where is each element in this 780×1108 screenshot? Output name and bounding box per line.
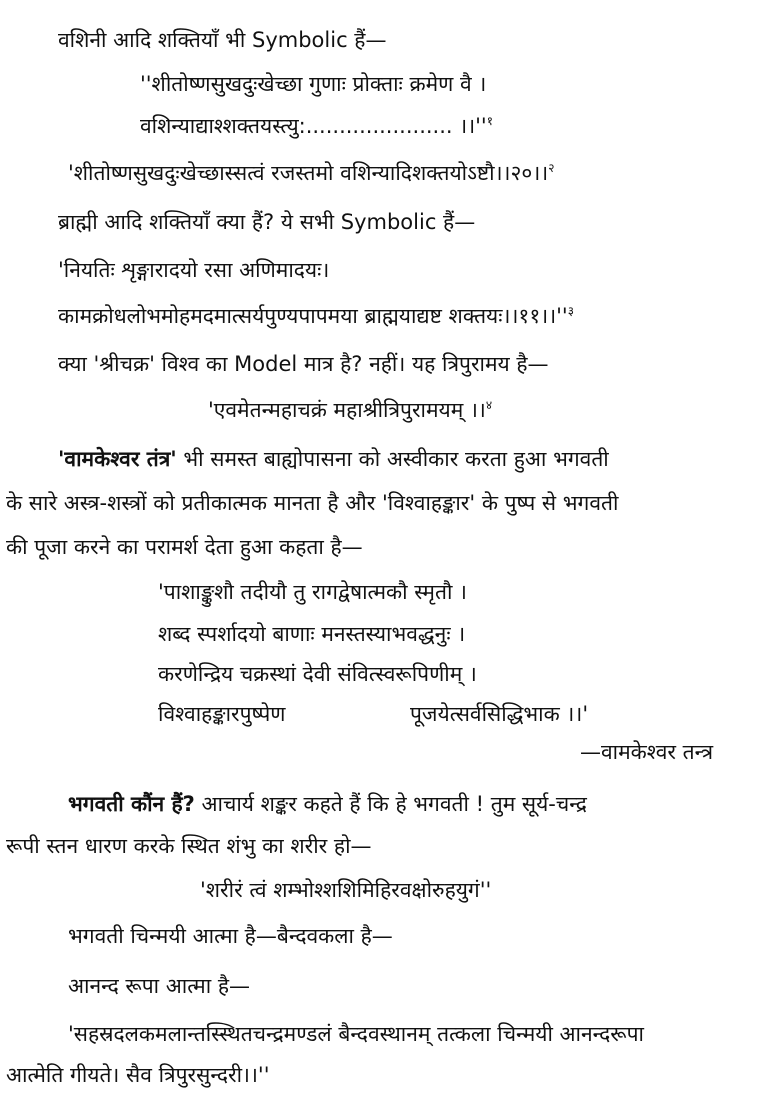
text: भी समस्त बाह्योपासना को अस्वीकार करता हुआ भगवती [176,447,609,471]
footnote-marker: ३ [567,304,574,318]
verse-pashankusha-1 [158,578,467,606]
text: वशिन्याद्याश्शक्तयस्त्यु:...................... ।।'' [140,114,487,138]
text: 'एवमेतन्महाचक्रं महाश्रीत्रिपुरामयम् ।। [208,398,486,422]
quote-line-sheetoshna [68,159,555,187]
text: शब्द स्पर्शादयो बाणाः मनस्तस्याभवद्धनुः । [158,622,466,646]
text: करणेन्द्रिय चक्रस्थां देवी संवित्स्वरूपिणीम् । [158,662,477,686]
text: पूजयेत्सर्वसिद्धिभाक ।।' [410,702,589,726]
line-shrichakra [58,350,549,378]
paragraph-vamakeshvar-line-2 [6,489,618,517]
quote-line-kama [58,302,574,330]
text: ब्राह्मी आदि शक्तियाँ क्या हैं? ये सभी Symbolic हैं— [58,210,476,234]
line-vashini [58,26,386,54]
text: भगवती चिन्मयी आत्मा है—बैन्दवकला है— [68,924,393,948]
verse-pashankusha-4b [410,700,588,728]
text: की पूजा करने का परामर्श देता हुआ कहता है— [6,535,363,559]
text: —वामकेश्वर तन्त्र [580,740,714,764]
footnote-marker: ४ [485,398,493,412]
paragraph-vamakeshvar-line-3 [6,533,363,561]
quote-line-sahasradala-2 [6,1061,269,1089]
source-attribution [580,738,713,766]
paragraph-bhagavati-line-2 [6,832,372,860]
verse-pashankusha-3 [158,660,477,688]
text: के सारे अस्त्र-शस्त्रों को प्रतीकात्मक मानता है और 'विश्वाहङ्कार' के पुष्प से भगवती [6,491,619,515]
verse-line-2 [140,112,493,140]
text: 'शीतोष्णसुखदुःखेच्छास्सत्वं रजस्तमो वशिन्यादिशक्तयोऽष्टौ।।२०।। [68,161,549,185]
text: वशिनी आदि शक्तियाँ भी Symbolic हैं— [58,28,387,52]
paragraph-bhagavati-line-1 [68,790,587,818]
text: कामक्रोधलोभमोहमदमात्सर्यपुण्यपापमया ब्राह्मयाद्यष्ट शक्तयः।।११।।'' [58,304,568,328]
text: 'सहस्रदलकमलान्तस्स्थितचन्द्रमण्डलं बैन्दवस्थानम् तत्कला चिन्मयी आनन्दरूपा [68,1022,644,1046]
verse-pashankusha-2 [158,620,465,648]
text: 'शरीरं त्वं शम्भोश्शशिमिहिरवक्षोरुहयुगं'' [200,878,492,902]
text: आनन्द रूपा आत्मा है— [68,974,250,998]
line-ananda [68,972,250,1000]
footnote-marker: २ [548,161,555,175]
quote-line-shariram [200,876,491,904]
text: क्या 'श्रीचक्र' विश्व का Model मात्र है? नहीं। यह त्रिपुरामय है— [58,352,549,376]
footnote-marker: १ [486,114,493,128]
text: विश्वाहङ्कारपुष्पेण [158,702,286,726]
text: आचार्य शङ्कर कहते हैं कि हे भगवती ! तुम सूर्य-चन्द्र [194,792,587,816]
verse-pashankusha-4a [158,700,285,728]
text-bold: भगवती कौंन हैं? [68,792,195,816]
quote-line-evam [208,396,492,424]
text: 'पाशाङ्कुशौ तदीयौ तु रागद्वेषात्मकौ स्मृतौ । [158,580,468,604]
text-bold: 'वामकेश्वर तंत्र' [58,447,177,471]
paragraph-vamakeshvar-line-1 [58,445,609,473]
line-chinmayi [68,922,393,950]
quote-line-sahasradala-1 [68,1020,644,1048]
text: 'नियतिः शृङ्गारादयो रसा अणिमादयः। [58,258,330,282]
text: ''शीतोष्णसुखदुःखेच्छा गुणाः प्रोक्ताः क्रमेण वै । [140,72,487,96]
verse-line-1 [140,70,486,98]
text: रूपी स्तन धारण करके स्थित शंभु का शरीर हो— [6,834,372,858]
text: आत्मेति गीयते। सैव त्रिपुरसुन्दरी।।'' [6,1063,270,1087]
line-brahmi [58,208,475,236]
quote-line-niyati [58,256,329,284]
